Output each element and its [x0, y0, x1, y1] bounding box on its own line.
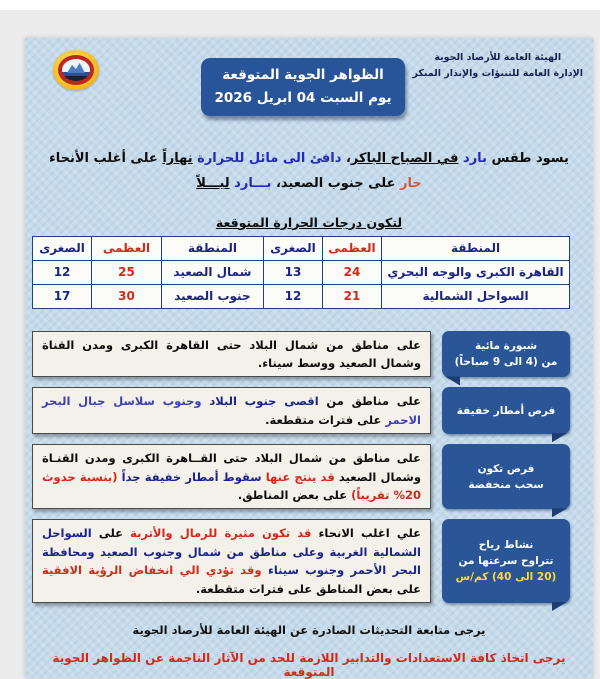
label-fold-corner	[552, 508, 567, 517]
temperature-row	[33, 284, 570, 308]
alert-fog-label-text: شبورة مائية من (4 الى 9 صباحاً)	[454, 339, 558, 369]
bulletin-title: الظواهر الجوية المتوقعة	[222, 67, 384, 83]
col-header-max-b: العظمى	[92, 236, 162, 260]
footer-preparedness-warning: يرجى اتخاذ كافة الاستعدادات والتدابير اللازمة للحد من الآثار الناجمة عن الظواهر الجوية المتوقعة	[52, 650, 566, 679]
summary-line-1: يسود طقس بارد في الصباح الباكر، دافئ الى مائل للحرارة نهاراً على أغلب الأنحاء	[49, 151, 569, 166]
alert-low-clouds-body	[32, 444, 431, 509]
col-header-min-a: الصغرى	[263, 236, 322, 260]
alert-fog-body	[32, 331, 431, 378]
region-cell: السواحل الشمالية	[382, 284, 570, 308]
region-cell: شمال الصعيد	[161, 260, 263, 284]
alert-light-rain	[32, 387, 570, 434]
department-name: الإدارة العامة للتنبؤات والإنذار المبكر	[412, 67, 583, 79]
alert-light-rain-body	[32, 387, 431, 434]
min-temp-cell: 13	[263, 260, 322, 284]
alert-wind-body	[32, 519, 431, 603]
region-cell: جنوب الصعيد	[161, 284, 263, 308]
authority-logo-icon	[53, 50, 99, 90]
label-fold-corner	[552, 602, 567, 611]
label-fold-corner	[445, 376, 460, 385]
temperature-table	[32, 236, 570, 309]
alert-wind-body-text: علي اغلب الانحاء قد تكون مثيرة للرمال والأتربة على السواحل الشمالية الغربية وعلى مناطق من شمال وجنوب الصعيد ومحافظة البحر الأحمر وجنوب سيناء وقد تؤدي الي انخفاض الرؤية الافقية على بعض المناطق على فترات متقطعة.	[42, 526, 422, 596]
min-temp-cell: 17	[33, 284, 92, 308]
alert-wind-label-text: نشاط رياح تتراوح سرعتها من (20 الى 40) كم/س	[455, 538, 557, 584]
bulletin-header	[25, 38, 593, 130]
col-header-max-a: العظمى	[322, 236, 381, 260]
page-top-strip	[0, 0, 600, 10]
alert-low-clouds	[32, 444, 570, 509]
weather-summary	[43, 146, 575, 197]
col-header-region-a: المنطقة	[382, 236, 570, 260]
alert-light-rain-label	[442, 387, 570, 434]
logo-mountain-emblem	[62, 59, 90, 81]
col-header-min-b: الصغرى	[33, 236, 92, 260]
alert-low-clouds-body-text: على مناطق من شمال البلاد حتى القــاهرة الكبرى ومدن القنـاة وشمال الصعيد قد ينتج عنها سقوط أمطار خفيفة جداً (بنسبة حدوث 20% تقريباً) على بعض المناطق.	[42, 451, 421, 503]
min-temp-cell: 12	[263, 284, 322, 308]
region-cell: القاهرة الكبرى والوجه البحري	[382, 260, 570, 284]
temperature-row	[33, 260, 570, 284]
footer-follow-updates-note: يرجى متابعة التحديثات الصادرة عن الهيئة العامة للأرصاد الجوية	[132, 622, 486, 637]
col-header-region-b: المنطقة	[161, 236, 263, 260]
alert-light-rain-body-text: على مناطق من اقصى جنوب البلاد وجنوب سلاسل جبال البحر الاحمر على فترات متقطعة.	[42, 394, 421, 427]
max-temp-cell: 24	[322, 260, 381, 284]
alert-low-clouds-label	[442, 444, 570, 509]
alert-light-rain-label-text: فرص أمطار خفيفة	[456, 404, 556, 417]
organization-block	[412, 50, 583, 81]
max-temp-cell: 30	[92, 284, 162, 308]
bulletin-title-box	[201, 58, 405, 116]
alert-fog-body-text: على مناطق من شمال البلاد حتى القاهرة الكبرى ومدن القناة وشمال الصعيد ووسط سيناء.	[42, 337, 421, 371]
alert-wind	[32, 519, 570, 603]
alert-fog-label	[442, 331, 570, 378]
alert-fog	[32, 331, 570, 378]
alert-wind-label	[442, 519, 570, 603]
weather-bulletin	[25, 38, 593, 678]
max-temp-cell: 21	[322, 284, 381, 308]
temperature-table-caption: لتكون درجات الحرارة المتوقعة	[215, 214, 403, 230]
label-fold-corner	[552, 433, 567, 442]
max-temp-cell: 25	[92, 260, 162, 284]
organization-name: الهيئة العامة للأرصاد الجوية	[434, 52, 562, 63]
logo-red-ring	[58, 55, 94, 85]
bulletin-date: يوم السبت 04 ابريل 2026	[214, 89, 392, 106]
alert-low-clouds-label-text: فرص تكون سحب منخفضة	[468, 462, 544, 491]
temperature-header-row	[33, 236, 570, 260]
min-temp-cell: 12	[33, 260, 92, 284]
summary-line-2: حار على جنوب الصعيد، بـــارد ليـــلاً	[196, 176, 422, 192]
